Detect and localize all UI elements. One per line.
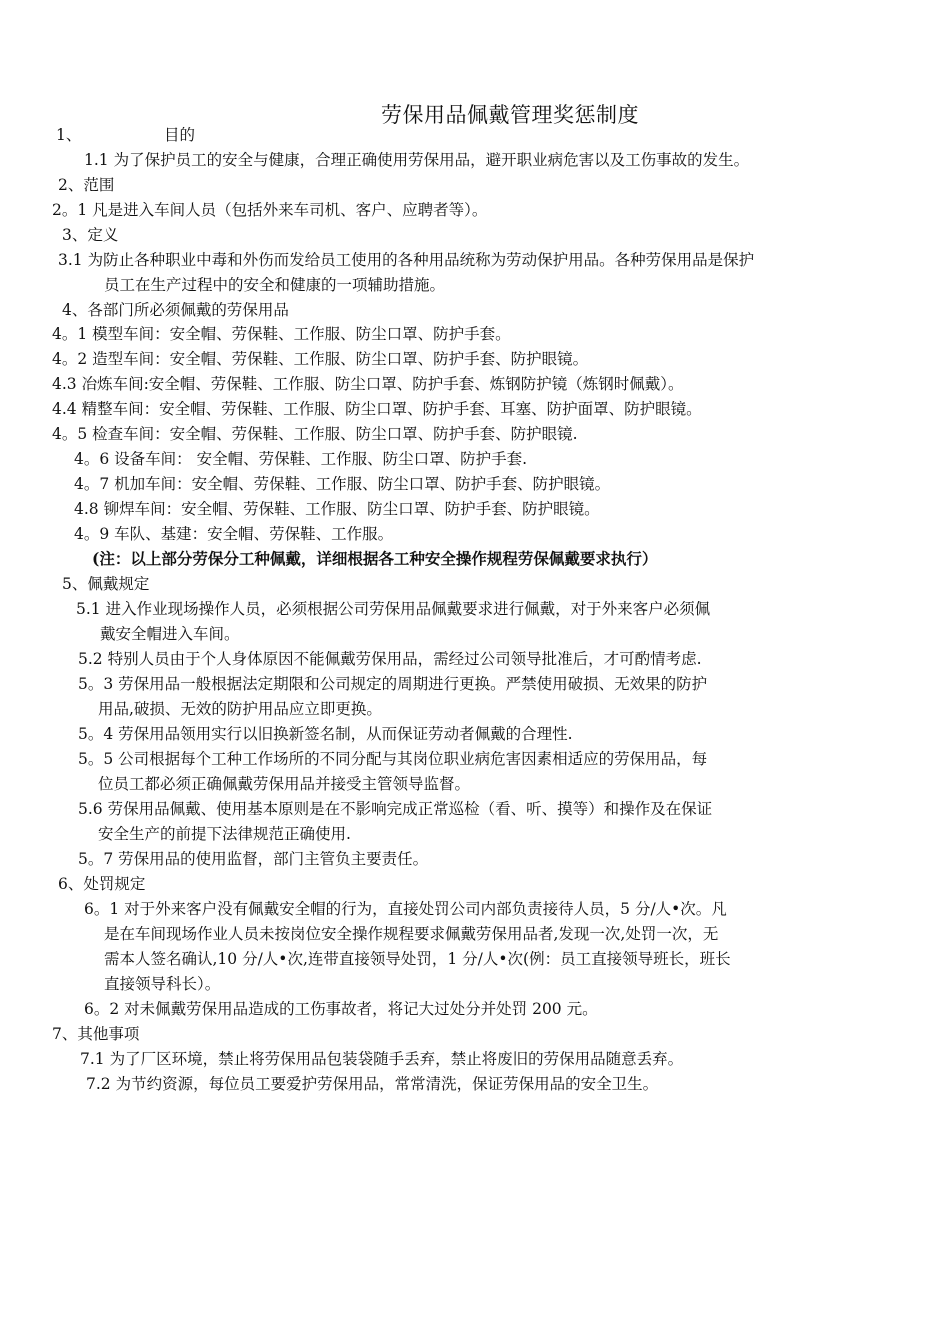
paragraph-5-5-cont: 位员工都必须正确佩戴劳保用品并接受主管领导监督。 <box>98 775 471 793</box>
paragraph-1-1: 1.1 为了保护员工的安全与健康，合理正确使用劳保用品，避开职业病危害以及工伤事故的发生。 <box>84 151 750 169</box>
list-item: 4.4 精整车间：安全帽、劳保鞋、工作服、防尘口罩、防护手套、耳塞、防护面罩、防护眼镜。 <box>52 400 702 418</box>
paragraph-5-1: 5.1 进入作业现场操作人员，必须根据公司劳保用品佩戴要求进行佩戴，对于外来客户必须佩 <box>76 600 711 618</box>
paragraph-3-1: 3.1 为防止各种职业中毒和外伤而发给员工使用的各种用品统称为劳动保护用品。各种劳保用品是保护 <box>58 251 755 269</box>
paragraph-6-2: 6。2 对未佩戴劳保用品造成的工伤事故者，将记大过处分并处罚 200 元。 <box>84 1000 598 1018</box>
paragraph-6-1: 6。1 对于外来客户没有佩戴安全帽的行为，直接处罚公司内部负责接待人员，5 分/人•次。凡 <box>84 900 727 918</box>
section-4-heading: 4、各部门所必须佩戴的劳保用品 <box>62 301 289 319</box>
section-1-heading: 目的 <box>164 126 196 144</box>
section-4-note: (注：以上部分劳保分工种佩戴，详细根据各工种安全操作规程劳保佩戴要求执行） <box>92 549 658 568</box>
paragraph-7-1: 7.1 为了厂区环境，禁止将劳保用品包装袋随手丢弃，禁止将废旧的劳保用品随意丢弃。 <box>80 1050 684 1068</box>
document-title: 劳保用品佩戴管理奖惩制度 <box>381 103 639 127</box>
paragraph-2-1: 2。1 凡是进入车间人员（包括外来车司机、客户、应聘者等）。 <box>52 201 488 219</box>
section-3-heading: 3、定义 <box>62 226 119 244</box>
paragraph-6-1-cont: 需本人签名确认,10 分/人•次,连带直接领导处罚，1 分/人•次(例：员工直接领导班长，班长 <box>104 950 731 968</box>
paragraph-7-2: 7.2 为节约资源，每位员工要爱护劳保用品，常常清洗，保证劳保用品的安全卫生。 <box>86 1075 659 1093</box>
list-item: 4.8 铆焊车间：安全帽、劳保鞋、工作服、防尘口罩、防护手套、防护眼镜。 <box>74 500 600 518</box>
list-item: 4。1 模型车间：安全帽、劳保鞋、工作服、防尘口罩、防护手套。 <box>52 325 511 343</box>
paragraph-6-1-cont: 是在车间现场作业人员未按岗位安全操作规程要求佩戴劳保用品者,发现一次,处罚一次，无 <box>104 925 719 943</box>
paragraph-5-6: 5.6 劳保用品佩戴、使用基本原则是在不影响完成正常巡检（看、听、摸等）和操作及在保证 <box>78 800 713 818</box>
paragraph-5-7: 5。7 劳保用品的使用监督，部门主管负主要责任。 <box>78 850 429 868</box>
paragraph-6-1-cont: 直接领导科长）。 <box>104 975 221 993</box>
paragraph-5-6-cont: 安全生产的前提下法律规范正确使用. <box>98 825 351 843</box>
paragraph-5-1-cont: 戴安全帽进入车间。 <box>100 625 240 643</box>
paragraph-5-5: 5。5 公司根据每个工种工作场所的不同分配与其岗位职业病危害因素相适应的劳保用品，每 <box>78 750 708 768</box>
paragraph-5-4: 5。4 劳保用品领用实行以旧换新签名制，从而保证劳动者佩戴的合理性. <box>78 725 573 743</box>
section-1-number: 1、 <box>56 126 82 144</box>
paragraph-5-2: 5.2 特别人员由于个人身体原因不能佩戴劳保用品，需经过公司领导批准后，才可酌情考虑. <box>78 650 702 668</box>
list-item: 4。9 车队、基建：安全帽、劳保鞋、工作服。 <box>74 525 394 543</box>
paragraph-5-3: 5。3 劳保用品一般根据法定期限和公司规定的周期进行更换。严禁使用破损、无效果的防护 <box>78 675 708 693</box>
list-item: 4。6 设备车间： 安全帽、劳保鞋、工作服、防尘口罩、防护手套. <box>74 450 528 468</box>
section-6-heading: 6、处罚规定 <box>58 875 146 893</box>
section-7-heading: 7、其他事项 <box>52 1025 140 1043</box>
paragraph-5-3-cont: 用品,破损、无效的防护用品应立即更换。 <box>98 700 382 718</box>
list-item: 4。7 机加车间：安全帽、劳保鞋、工作服、防尘口罩、防护手套、防护眼镜。 <box>74 475 611 493</box>
section-5-heading: 5、佩戴规定 <box>62 575 150 593</box>
list-item: 4。2 造型车间：安全帽、劳保鞋、工作服、防尘口罩、防护手套、防护眼镜。 <box>52 350 589 368</box>
list-item: 4。5 检查车间：安全帽、劳保鞋、工作服、防尘口罩、防护手套、防护眼镜. <box>52 425 578 443</box>
paragraph-3-1-cont: 员工在生产过程中的安全和健康的一项辅助措施。 <box>104 276 446 294</box>
section-2-heading: 2、范围 <box>58 176 115 194</box>
list-item: 4.3 冶炼车间:安全帽、劳保鞋、工作服、防尘口罩、防护手套、炼钢防护镜（炼钢时佩戴）。 <box>52 375 684 393</box>
